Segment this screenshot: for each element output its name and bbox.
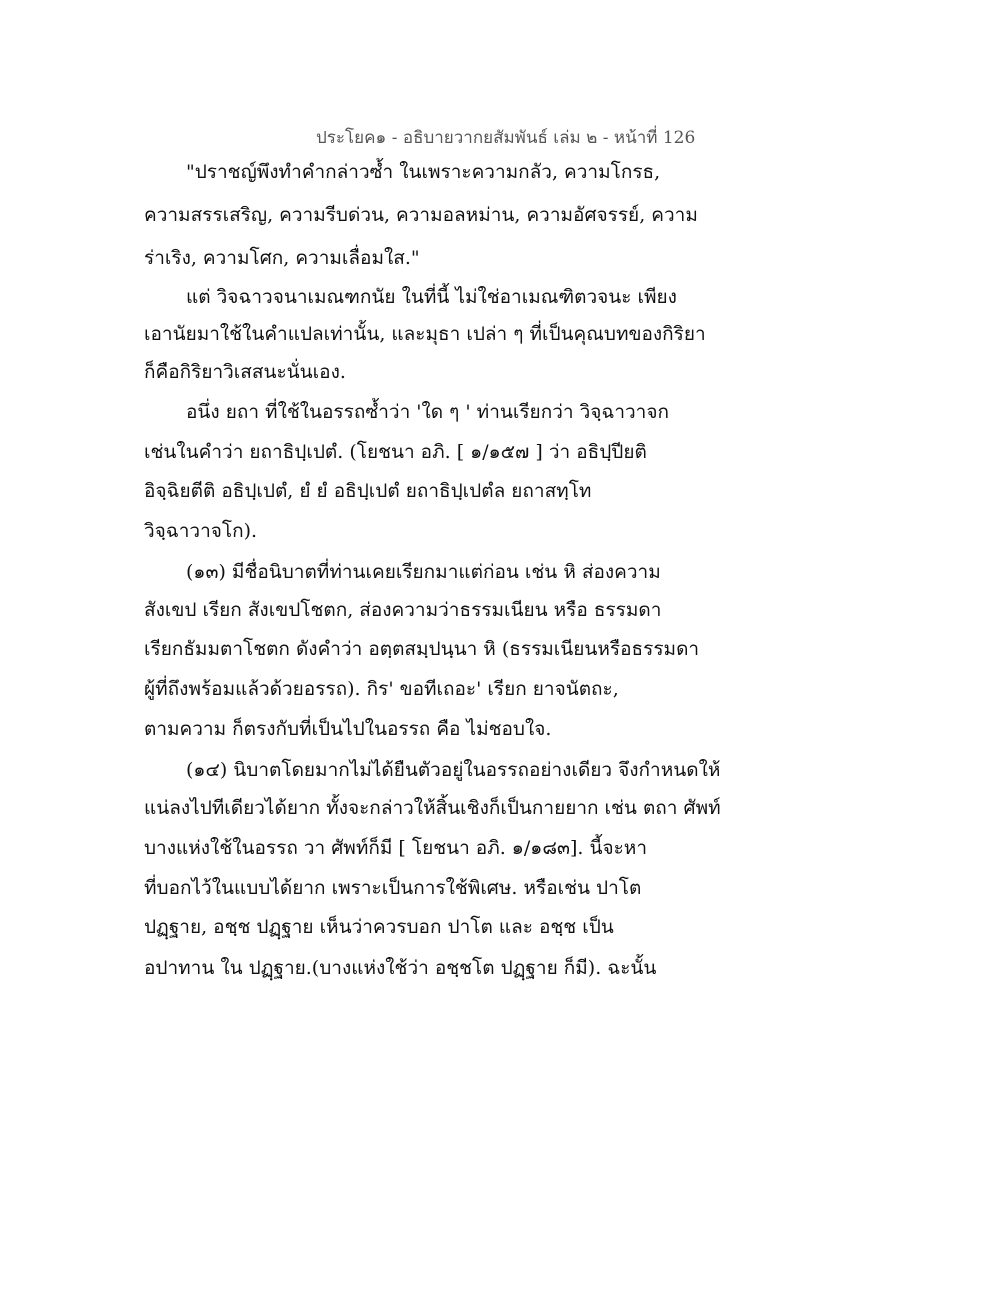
text-line: วิจฺฉาวาจโก). [144, 520, 258, 542]
text-line: อิจฺฉิยตีติ อธิปฺเปตํ, ยํ ยํ อธิปฺเปตํ ยถาธิปฺเปตํล ยถาสทฺโท [144, 480, 592, 502]
text-line: อปาทาน ใน ปฏฺฐาย.(บางแห่งใช้ว่า อชฺชโต ปฏฺฐาย ก็มี). ฉะนั้น [144, 957, 657, 979]
text-line: อนึ่ง ยถา ที่ใช้ในอรรถซ้ำว่า 'ใด ๆ ' ท่านเรียกว่า วิจฺฉาวาจก [186, 401, 669, 423]
text-line: ตามความ ก็ตรงกับที่เป็นไปในอรรถ คือ ไม่ชอบใจ. [144, 718, 552, 740]
text-line: ก็คือกิริยาวิเสสนะนั่นเอง. [144, 361, 346, 383]
text-line: (๑๓) มีชื่อนิบาตที่ท่านเคยเรียกมาแต่ก่อน เช่น หิ ส่องความ [186, 561, 661, 583]
page-header: ประโยค๑ - อธิบายวากยสัมพันธ์ เล่ม ๒ - หน้าที่ 126 [316, 128, 696, 148]
text-line: บางแห่งใช้ในอรรถ วา ศัพท์ก็มี [ โยชนา อภิ. ๑/๑๘๓]. นี้จะหา [144, 837, 647, 859]
text-line: แน่ลงไปทีเดียวได้ยาก ทั้งจะกล่าวให้สิ้นเชิงก็เป็นกายยาก เช่น ตถา ศัพท์ [144, 797, 721, 819]
text-line: เช่นในคำว่า ยถาธิปฺเปตํ. (โยชนา อภิ. [ ๑/๑๕๗ ] ว่า อธิปฺปียติ [144, 441, 647, 463]
text-line: แต่ วิจฉาวจนาเมณฑกนัย ในที่นี้ ไม่ใช่อาเมณฑิตวจนะ เพียง [186, 286, 677, 308]
text-line: (๑๔) นิบาตโดยมากไม่ได้ยืนตัวอยู่ในอรรถอย่างเดียว จึงกำหนดให้ [186, 759, 721, 781]
text-line: ความสรรเสริญ, ความรีบด่วน, ความอลหม่าน, ความอัศจรรย์, ความ [144, 204, 698, 226]
text-line: ปฏฺฐาย, อชฺช ปฏฺฐาย เห็นว่าควรบอก ปาโต และ อชฺช เป็น [144, 916, 614, 938]
text-line: เอานัยมาใช้ในคำแปลเท่านั้น, และมุธา เปล่า ๆ ที่เป็นคุณบทของกิริยา [144, 323, 706, 345]
text-line: ร่าเริง, ความโศก, ความเลื่อมใส." [144, 247, 420, 269]
text-line: "ปราชญ์พึงทำคำกล่าวซ้ำ ในเพราะความกลัว, ความโกรธ, [186, 161, 661, 183]
text-line: เรียกธัมมตาโชตก ดังคำว่า อตฺตสมฺปนฺนา หิ (ธรรมเนียนหรือธรรมดา [144, 638, 700, 660]
text-line: ผู้ที่ถึงพร้อมแล้วด้วยอรรถ). กิร' ขอทีเถอะ' เรียก ยาจนัตถะ, [144, 678, 619, 700]
text-line: สังเขป เรียก สังเขปโชตก, ส่องความว่าธรรมเนียน หรือ ธรรมดา [144, 599, 662, 621]
text-line: ที่บอกไว้ในแบบได้ยาก เพราะเป็นการใช้พิเศษ. หรือเช่น ปาโต [144, 877, 642, 899]
